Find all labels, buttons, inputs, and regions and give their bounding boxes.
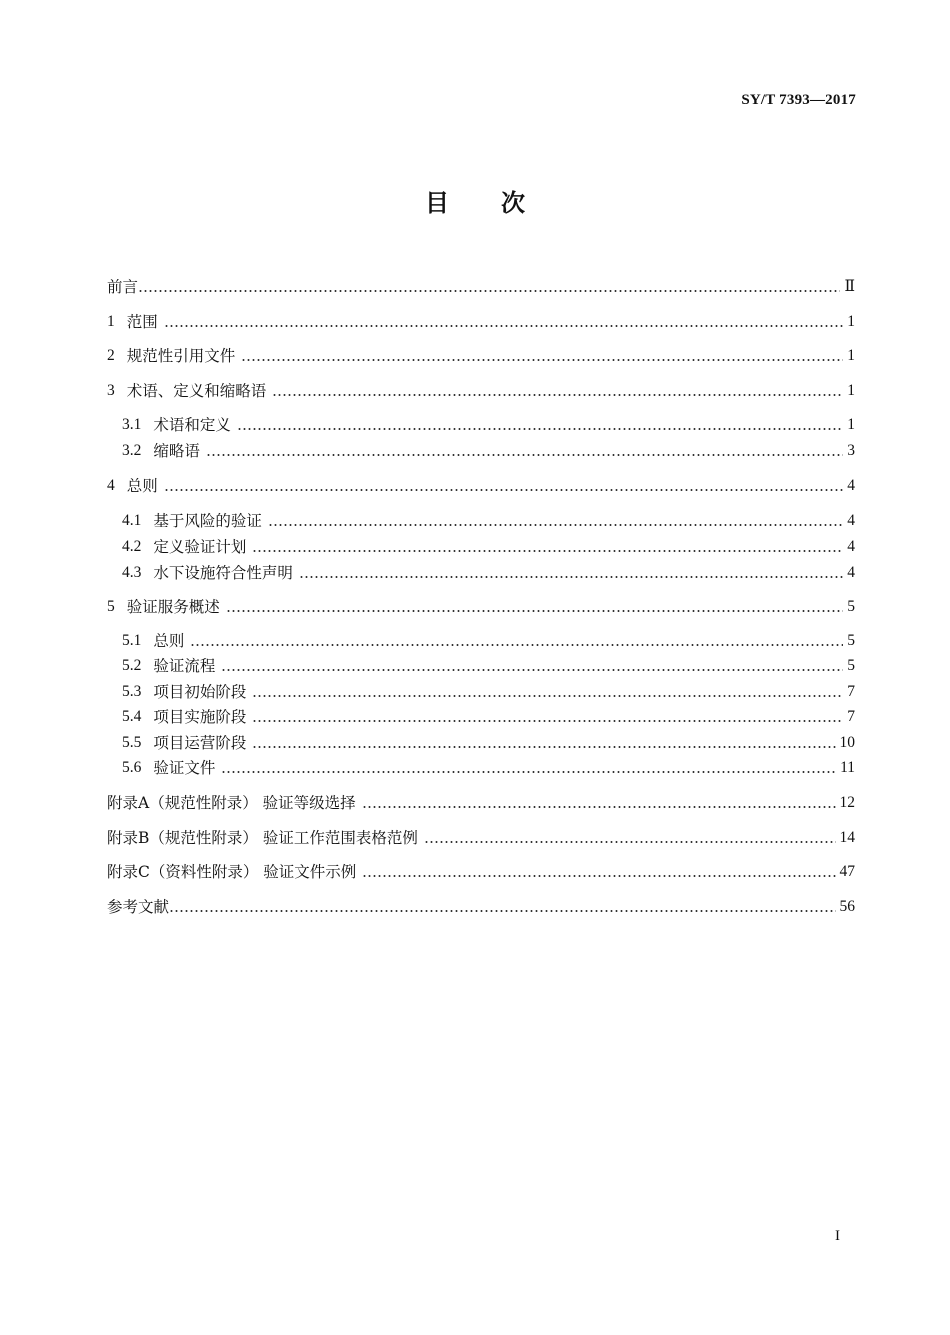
toc-entry-label: 参考文献 [107, 898, 170, 916]
toc-entry-number: 5 [107, 598, 115, 615]
toc-leader [252, 720, 843, 722]
toc-entry-label: 总则 [153, 632, 185, 650]
toc-entry-5-4[interactable] [122, 706, 855, 728]
toc-entry-page: 3 [847, 442, 855, 459]
toc-leader [206, 454, 843, 456]
table-of-contents [107, 0, 855, 1000]
page-number: I [835, 1228, 840, 1244]
toc-entry-number: 5.2 [122, 657, 142, 674]
page-title: 目次 [425, 189, 577, 217]
toc-entry-label: 验证文件 [153, 759, 216, 777]
toc-entry-page: 4 [847, 512, 855, 529]
toc-entry-3[interactable] [107, 380, 855, 402]
toc-leader [226, 610, 843, 612]
toc-entry-label: 术语和定义 [153, 416, 231, 434]
toc-entry-page: 1 [847, 382, 855, 399]
toc-entry-label: 范围 [126, 313, 158, 331]
toc-entry-page: 7 [847, 708, 855, 725]
toc-entry-page: 12 [839, 794, 855, 811]
toc-entry-label: 项目实施阶段 [153, 708, 247, 726]
toc-entry-label: 总则 [126, 477, 158, 495]
toc-entry-page: 5 [847, 632, 855, 649]
toc-entry-label: 基于风险的验证 [153, 512, 262, 530]
toc-entry-number: 5.1 [122, 632, 142, 649]
toc-entry-page: 14 [839, 829, 855, 846]
toc-entry-references[interactable] [107, 896, 855, 918]
toc-leader [362, 875, 835, 877]
toc-entry-label: 缩略语 [153, 442, 200, 460]
toc-entry-label: 验证流程 [153, 657, 216, 675]
toc-entry-appendix-b[interactable] [107, 827, 855, 849]
toc-entry-label: 附录C（资料性附录） 验证文件示例 [107, 863, 357, 881]
toc-leader [221, 669, 843, 671]
toc-entry-page: 47 [839, 863, 855, 880]
toc-entry-page: 4 [847, 538, 855, 555]
toc-leader [241, 359, 843, 361]
toc-entry-page: 7 [847, 683, 855, 700]
toc-leader [164, 489, 843, 491]
toc-entry-label: 验证服务概述 [126, 598, 220, 616]
toc-leader [362, 806, 836, 808]
toc-leader [237, 428, 843, 430]
toc-entry-number: 4.3 [122, 564, 142, 581]
toc-entry-foreword[interactable] [107, 276, 855, 298]
toc-entry-page: 1 [847, 313, 855, 330]
toc-entry-number: 4.1 [122, 512, 142, 529]
toc-entry-page: 10 [839, 734, 855, 751]
toc-entry-3-2[interactable] [122, 440, 855, 462]
toc-leader [164, 325, 843, 327]
toc-entry-label: 规范性引用文件 [126, 347, 236, 365]
toc-entry-number: 2 [107, 347, 115, 364]
toc-leader [221, 771, 836, 773]
toc-entry-number: 3.2 [122, 442, 142, 459]
toc-entry-page: 5 [847, 598, 855, 615]
toc-entry-5-2[interactable] [122, 655, 855, 677]
toc-entry-4-1[interactable] [122, 510, 855, 532]
toc-entry-number: 4 [107, 477, 115, 494]
toc-leader [272, 394, 843, 396]
toc-entry-5-6[interactable] [122, 757, 855, 779]
toc-entry-page: 5 [847, 657, 855, 674]
toc-entry-4-3[interactable] [122, 562, 855, 584]
toc-leader [190, 644, 843, 646]
toc-entry-label: 前言 [107, 278, 139, 296]
toc-leader [252, 695, 843, 697]
toc-entry-number: 5.5 [122, 734, 142, 751]
toc-entry-number: 4.2 [122, 538, 142, 555]
toc-leader [299, 576, 843, 578]
toc-entry-label: 水下设施符合性声明 [153, 564, 293, 582]
toc-entry-page: 1 [847, 347, 855, 364]
toc-entry-label: 附录A（规范性附录） 验证等级选择 [107, 794, 356, 812]
toc-entry-5-5[interactable] [122, 732, 855, 754]
toc-entry-5-3[interactable] [122, 681, 855, 703]
toc-entry-page: 1 [847, 416, 855, 433]
toc-entry-page: Ⅱ [844, 278, 855, 295]
toc-entry-label: 项目运营阶段 [153, 734, 247, 752]
toc-entry-number: 3 [107, 382, 115, 399]
toc-entry-label: 附录B（规范性附录） 验证工作范围表格范例 [107, 829, 418, 847]
toc-leader [424, 841, 836, 843]
toc-entry-3-1[interactable] [122, 414, 855, 436]
standard-code: SY/T 7393—2017 [741, 92, 856, 108]
toc-entry-number: 5.6 [122, 759, 142, 776]
toc-entry-number: 1 [107, 313, 115, 330]
toc-entry-5[interactable] [107, 596, 855, 618]
toc-entry-number: 3.1 [122, 416, 142, 433]
toc-entry-label: 术语、定义和缩略语 [126, 382, 267, 400]
toc-entry-page: 4 [847, 564, 855, 581]
toc-leader [252, 746, 835, 748]
toc-entry-appendix-a[interactable] [107, 792, 855, 814]
toc-entry-number: 5.3 [122, 683, 142, 700]
toc-entry-page: 4 [847, 477, 855, 494]
toc-entry-page: 56 [839, 898, 855, 915]
toc-entry-appendix-c[interactable] [107, 861, 855, 883]
toc-entry-4[interactable] [107, 475, 855, 497]
toc-entry-number: 5.4 [122, 708, 142, 725]
toc-leader [268, 524, 843, 526]
toc-entry-2[interactable] [107, 345, 855, 367]
toc-leader [169, 910, 835, 912]
toc-entry-1[interactable] [107, 311, 855, 333]
toc-entry-4-2[interactable] [122, 536, 855, 558]
toc-entry-label: 项目初始阶段 [153, 683, 247, 701]
toc-entry-page: 11 [840, 759, 855, 776]
toc-leader [252, 550, 843, 552]
toc-entry-5-1[interactable] [122, 630, 855, 652]
toc-leader [138, 290, 840, 292]
toc-entry-label: 定义验证计划 [153, 538, 247, 556]
